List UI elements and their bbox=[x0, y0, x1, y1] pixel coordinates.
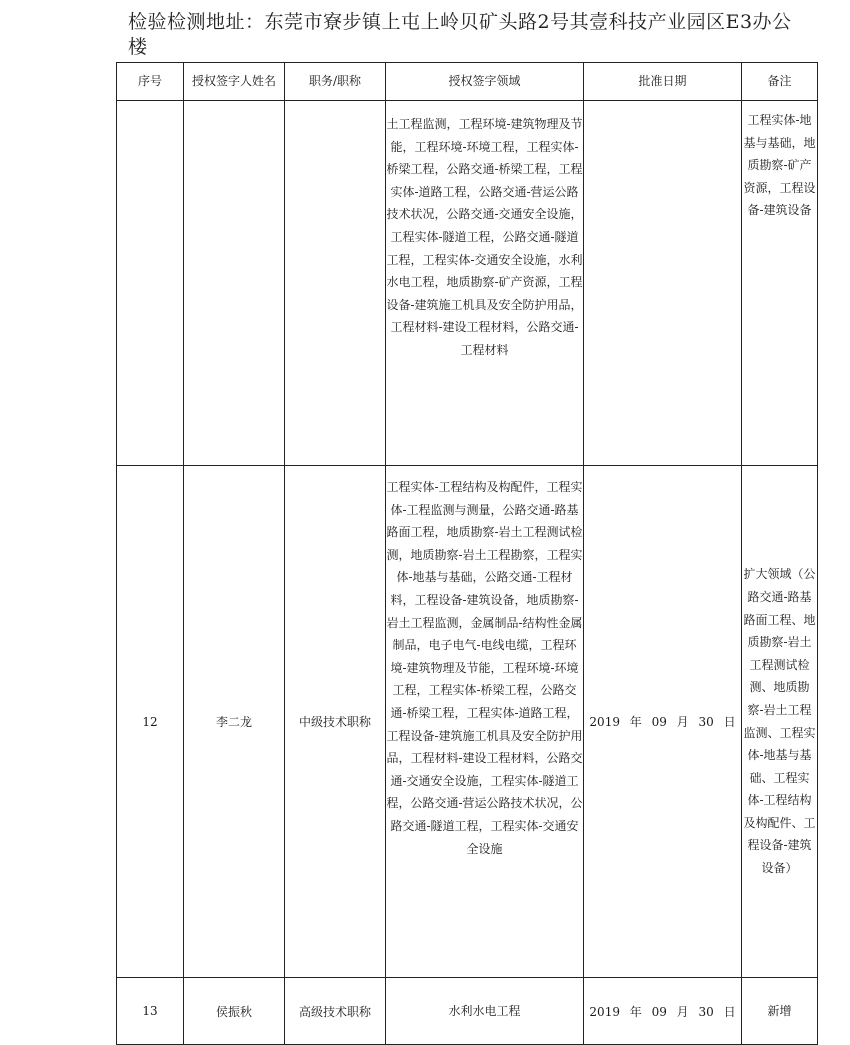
cell-seq: 12 bbox=[117, 466, 184, 978]
cell-title: 中级技术职称 bbox=[285, 466, 386, 978]
cell-seq: 13 bbox=[117, 978, 184, 1045]
cell-name: 李二龙 bbox=[184, 466, 285, 978]
cell-name bbox=[184, 101, 285, 466]
header-remark: 备注 bbox=[742, 63, 818, 101]
cell-field: 工程实体-工程结构及构配件，工程实体-工程监测与测量，公路交通-路基路面工程，地质勘察-岩土工程测试检测，地质勘察-岩土工程勘察，工程实体-地基与基础，公路交通-工程材料，工程设备-建筑设备，地质勘察-岩土工程监测，金属制品-结构性金属制品，电子电气-电线电缆，工程环境-建筑物理及节能，工程环境-环境工程，工程实体-桥梁工程，公路交通-桥梁工程，工程实体-道路工程，工程设备-建筑施工机具及安全防护用品，工程材料-建设工程材料，公路交通-交通安全设施，工程实体-隧道工程，公路交通-营运公路技术状况，公路交通-隧道工程，工程实体-交通安全设施 bbox=[386, 466, 584, 978]
cell-field: 水利水电工程 bbox=[386, 978, 584, 1045]
header-field: 授权签字领域 bbox=[386, 63, 584, 101]
inspection-address-heading: 检验检测地址：东莞市寮步镇上屯上岭贝矿头路2号其壹科技产业园区E3办公楼 bbox=[128, 11, 792, 58]
cell-seq bbox=[117, 101, 184, 466]
header-title: 职务/职称 bbox=[285, 63, 386, 101]
cell-remark: 扩大领域（公路交通-路基路面工程、地质勘察-岩土工程测试检测、地质勘察-岩土工程监测、工程实体-地基与基础、工程实体-工程结构及构配件、工程设备-建筑设备） bbox=[742, 466, 818, 978]
header-name: 授权签字人姓名 bbox=[184, 63, 285, 101]
cell-date: 2019 年 09 月 30 日 bbox=[584, 978, 742, 1045]
cell-date: 2019 年 09 月 30 日 bbox=[584, 466, 742, 978]
cell-remark: 新增 bbox=[742, 978, 818, 1045]
table-row bbox=[117, 978, 818, 1045]
cell-date bbox=[584, 101, 742, 466]
header-seq: 序号 bbox=[117, 63, 184, 101]
cell-title: 高级技术职称 bbox=[285, 978, 386, 1045]
authorized-signatory-table bbox=[116, 62, 818, 1045]
table-row bbox=[117, 101, 818, 466]
header-date: 批准日期 bbox=[584, 63, 742, 101]
cell-remark: 工程实体-地基与基础，地质勘察-矿产资源，工程设备-建筑设备 bbox=[742, 101, 818, 466]
table-header-row bbox=[117, 63, 818, 101]
cell-field: 土工程监测，工程环境-建筑物理及节能，工程环境-环境工程，工程实体-桥梁工程，公路交通-桥梁工程，工程实体-道路工程，公路交通-营运公路技术状况，公路交通-交通安全设施，工程实体-隧道工程，公路交通-隧道工程，工程实体-交通安全设施，水利水电工程，地质勘察-矿产资源，工程设备-建筑施工机具及安全防护用品，工程材料-建设工程材料，公路交通-工程材料 bbox=[386, 101, 584, 466]
cell-name: 侯振秋 bbox=[184, 978, 285, 1045]
cell-title bbox=[285, 101, 386, 466]
table-row bbox=[117, 466, 818, 978]
